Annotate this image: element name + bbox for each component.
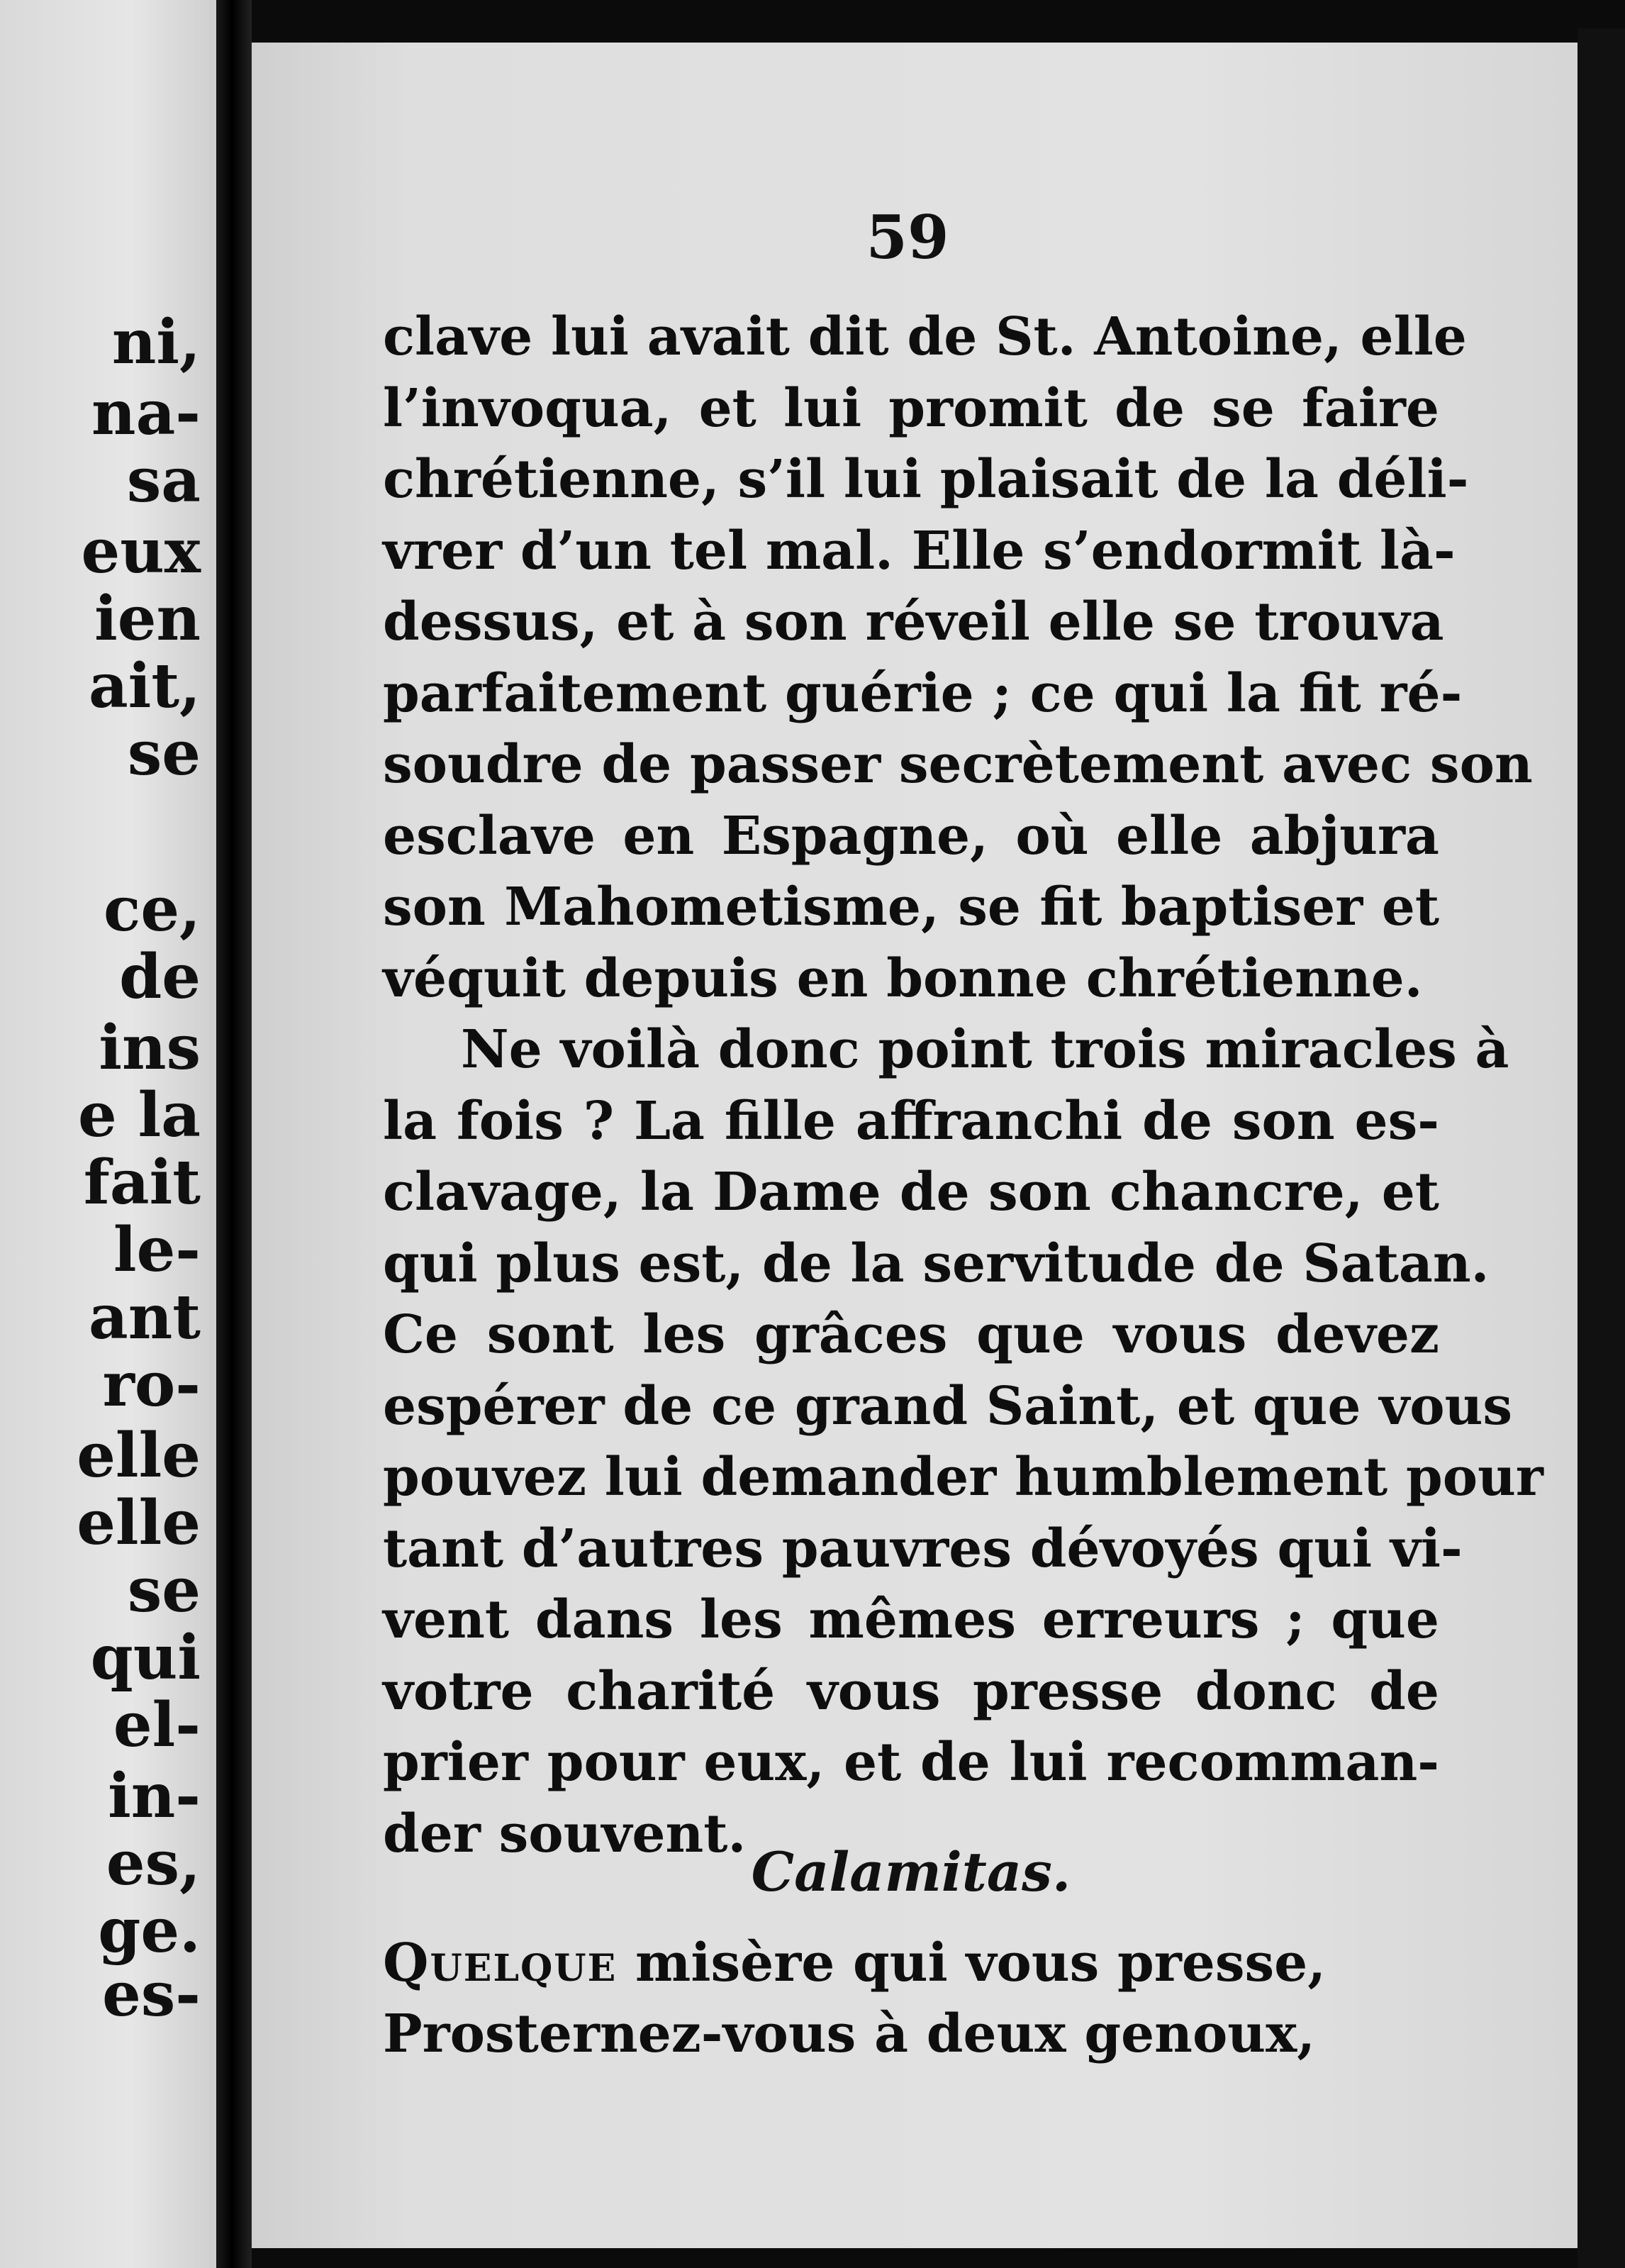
verse-line-1-rest: misère qui vous presse, <box>617 1933 1327 1994</box>
left-margin-fragment: ce, <box>103 874 201 945</box>
left-margin-fragment: ge. <box>98 1895 201 1967</box>
left-margin-fragment: es, <box>106 1828 201 1899</box>
section-heading: Calamitas. <box>751 1840 1071 1903</box>
verse-line: Prosternez-vous à deux genoux, <box>383 2003 1315 2064</box>
text-line: qui plus est, de la servitude de Satan. <box>383 1233 1490 1294</box>
text-line: véquit depuis en bonne chrétienne. <box>383 947 1423 1009</box>
text-line: parfaitement guérie ; ce qui la fit ré- <box>383 662 1463 724</box>
text-line: dessus, et à son réveil elle se trouva <box>383 591 1444 652</box>
facing-page-left <box>0 0 216 2268</box>
text-line: prier pour eux, et de lui recomman- <box>383 1732 1439 1793</box>
left-margin-fragment: ro- <box>102 1349 201 1421</box>
left-margin-fragment: na- <box>91 377 201 449</box>
left-margin-fragment: ni, <box>111 306 201 378</box>
text-line: la fois ? La fille affranchi de son es- <box>383 1090 1439 1152</box>
page-number: 59 <box>866 202 949 272</box>
left-margin-fragment: qui <box>90 1622 201 1694</box>
text-line: esclave en Espagne, où elle abjura <box>383 805 1439 867</box>
verse-first-word: Quelque <box>383 1933 618 1994</box>
text-line: clavage, la Dame de son chancre, et <box>383 1162 1439 1223</box>
left-margin-fragment: ien <box>94 583 201 655</box>
left-margin-fragment: es- <box>102 1959 201 2030</box>
text-line: der souvent. <box>383 1803 747 1864</box>
left-margin-fragment: le- <box>113 1214 201 1286</box>
text-line: vrer d’un tel mal. Elle s’endormit là- <box>383 520 1456 582</box>
text-line: votre charité vous presse donc de <box>383 1660 1439 1722</box>
page-edge-shadow <box>1577 28 1625 2268</box>
body-paragraphs <box>383 301 1543 1869</box>
left-margin-fragment: elle <box>77 1487 201 1559</box>
text-line: tant d’autres pauvres dévoyés qui vi- <box>383 1518 1463 1579</box>
left-margin-fragment: el- <box>113 1689 201 1761</box>
left-margin-fragment: sa <box>126 445 201 516</box>
text-line: espérer de ce grand Saint, et que vous <box>383 1375 1513 1437</box>
text-line: Ce sont les grâces que vous devez <box>383 1304 1439 1365</box>
left-margin-fragment: ant <box>89 1282 201 1353</box>
left-margin-fragment: se <box>127 718 201 789</box>
left-margin-fragment: e la <box>77 1079 201 1151</box>
left-margin-fragment: eux <box>81 516 201 587</box>
text-line: Ne voilà donc point trois miracles à <box>461 1019 1509 1080</box>
left-margin-fragment: in- <box>108 1760 201 1832</box>
text-line: son Mahometisme, se fit baptiser et <box>383 877 1439 938</box>
text-line: vent dans les mêmes erreurs ; que <box>383 1589 1439 1650</box>
text-line: soudre de passer secrètement avec son <box>383 734 1533 795</box>
text-line: l’invoqua, et lui promit de se faire <box>383 377 1439 439</box>
left-margin-fragment: ait, <box>88 650 201 722</box>
left-margin-fragment: elle <box>77 1420 201 1491</box>
verse-line <box>383 1928 1446 1999</box>
left-margin-fragment: de <box>119 941 201 1013</box>
left-margin-fragment: ins <box>99 1012 201 1084</box>
text-line: clave lui avait dit de St. Antoine, elle <box>383 306 1467 367</box>
text-line: chrétienne, s’il lui plaisait de la déli- <box>383 449 1469 510</box>
left-margin-fragment: fait <box>83 1147 201 1218</box>
verse <box>383 1928 1446 2069</box>
book-gutter <box>216 0 252 2268</box>
text-line: pouvez lui demander humblement pour <box>383 1447 1543 1508</box>
left-margin-fragment: se <box>127 1555 201 1626</box>
